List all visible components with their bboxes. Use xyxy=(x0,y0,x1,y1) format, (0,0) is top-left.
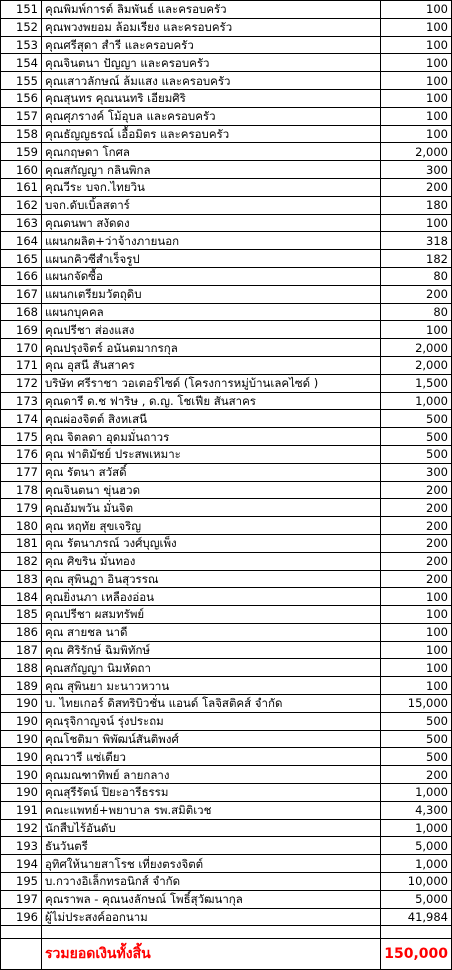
donation-amount: 100 xyxy=(381,214,452,232)
table-row xyxy=(1,534,452,552)
donor-name: คุณ สุพินฏา อินสุวรรณ xyxy=(42,570,381,588)
table-row xyxy=(1,54,452,72)
donation-amount: 100 xyxy=(381,677,452,695)
donor-name: แผนกบุคคล xyxy=(42,303,381,321)
summary-section xyxy=(1,926,452,970)
table-row xyxy=(1,18,452,36)
table-row xyxy=(1,36,452,54)
donor-name: คุณ รัตนาภรณ์ วงศ์บุญเพ็ง xyxy=(42,534,381,552)
donor-name: คุณจินตนา ขุ่นฮวด xyxy=(42,481,381,499)
donor-name: คุณดารี ด.ช ฟาริษ , ด.ญ. โชเฟีย สันสาคร xyxy=(42,392,381,410)
donor-name: ผู้ไม่ประสงค์ออกนาม xyxy=(42,908,381,926)
donor-name: บริษัท ศรีราชา วอเตอร์ไซด์ (โครงการหมู่บ้านเลคไซด์ ) xyxy=(42,374,381,392)
table-row xyxy=(1,552,452,570)
donation-amount: 1,500 xyxy=(381,374,452,392)
table-row xyxy=(1,72,452,90)
row-number: 178 xyxy=(1,481,42,499)
table-row xyxy=(1,392,452,410)
table-row xyxy=(1,107,452,125)
row-number: 190 xyxy=(1,712,42,730)
total-blank-cell xyxy=(1,939,42,970)
donation-amount: 2,000 xyxy=(381,356,452,374)
donor-name: คุณ ศิขริน มั่นทอง xyxy=(42,552,381,570)
table-row xyxy=(1,695,452,713)
row-number: 172 xyxy=(1,374,42,392)
row-number: 188 xyxy=(1,659,42,677)
row-number: 157 xyxy=(1,107,42,125)
table-row xyxy=(1,517,452,535)
row-number: 184 xyxy=(1,588,42,606)
table-row xyxy=(1,250,452,268)
donor-name: คุณมณฑาทิพย์ ลายกลาง xyxy=(42,766,381,784)
table-row xyxy=(1,161,452,179)
donor-name: คุณพิมพ์การต์ ลิมพันธ์ และครอบครัว xyxy=(42,1,381,19)
row-number: 155 xyxy=(1,72,42,90)
donation-amount: 80 xyxy=(381,303,452,321)
donor-name: คุณศุภรางค์ โม้อุบล และครอบครัว xyxy=(42,107,381,125)
row-number: 163 xyxy=(1,214,42,232)
donor-name: คุณพวงพยอม ล้อมเรียง และครอบครัว xyxy=(42,18,381,36)
row-number: 187 xyxy=(1,641,42,659)
spacer-cell xyxy=(1,926,42,939)
donor-name: คุณ รัตนา สวัสดิ์ xyxy=(42,463,381,481)
donor-name: คุณจินตนา ปัญญา และครอบครัว xyxy=(42,54,381,72)
table-row xyxy=(1,463,452,481)
row-number: 161 xyxy=(1,178,42,196)
donor-name: คุณปรีชา ส่องแสง xyxy=(42,321,381,339)
table-row xyxy=(1,410,452,428)
donor-name: คุณผ่องจิตต์ สิงหเสนี xyxy=(42,410,381,428)
table-row xyxy=(1,623,452,641)
total-label: รวมยอดเงินทั้งสิ้น xyxy=(42,939,381,970)
row-number: 182 xyxy=(1,552,42,570)
table-row xyxy=(1,178,452,196)
donor-name: คุณ ฟาติมัชย์ ประสพเหมาะ xyxy=(42,445,381,463)
row-number: 173 xyxy=(1,392,42,410)
table-row xyxy=(1,445,452,463)
donation-amount: 500 xyxy=(381,730,452,748)
donor-name: คุณ อุสนี สันสาคร xyxy=(42,356,381,374)
row-number: 167 xyxy=(1,285,42,303)
donation-amount: 100 xyxy=(381,107,452,125)
row-number: 166 xyxy=(1,267,42,285)
donation-amount: 5,000 xyxy=(381,837,452,855)
table-row xyxy=(1,641,452,659)
donation-amount: 1,000 xyxy=(381,855,452,873)
row-number: 196 xyxy=(1,908,42,926)
table-row xyxy=(1,232,452,250)
donor-name: คุณวีระ บจก.ไทยวิน xyxy=(42,178,381,196)
table-row xyxy=(1,321,452,339)
donation-amount: 200 xyxy=(381,570,452,588)
donation-amount: 100 xyxy=(381,606,452,624)
donation-amount: 180 xyxy=(381,196,452,214)
table-row xyxy=(1,499,452,517)
row-number: 160 xyxy=(1,161,42,179)
table-row xyxy=(1,801,452,819)
row-number: 181 xyxy=(1,534,42,552)
donation-amount: 318 xyxy=(381,232,452,250)
table-row xyxy=(1,784,452,802)
donor-name: คุณดนพา สงัดดง xyxy=(42,214,381,232)
donation-amount: 200 xyxy=(381,481,452,499)
row-number: 153 xyxy=(1,36,42,54)
row-number: 162 xyxy=(1,196,42,214)
donor-name: คุณโชติมา พิพัฒน์สันติพงศ์ xyxy=(42,730,381,748)
row-number: 180 xyxy=(1,517,42,535)
table-row xyxy=(1,374,452,392)
table-row xyxy=(1,588,452,606)
table-row xyxy=(1,214,452,232)
donation-amount: 15,000 xyxy=(381,695,452,713)
donor-name: อุทิศให้นายสาโรช เที่ยงตรงจิตต์ xyxy=(42,855,381,873)
donation-amount: 100 xyxy=(381,641,452,659)
row-number: 186 xyxy=(1,623,42,641)
donor-name: คุณศรีสุดา สำรี และครอบครัว xyxy=(42,36,381,54)
donation-amount: 100 xyxy=(381,623,452,641)
table-row xyxy=(1,606,452,624)
table-row xyxy=(1,908,452,926)
donor-name: คุณธัญญธรณ์ เอื้อมิตร และครอบครัว xyxy=(42,125,381,143)
table-row xyxy=(1,712,452,730)
donation-amount: 100 xyxy=(381,321,452,339)
donor-name: แผนกผลิต+ว่าจ้างภายนอก xyxy=(42,232,381,250)
row-number: 179 xyxy=(1,499,42,517)
row-number: 190 xyxy=(1,695,42,713)
row-number: 191 xyxy=(1,801,42,819)
spacer-cell xyxy=(381,926,452,939)
donor-name: คุณสกัญญา นิมหัดถา xyxy=(42,659,381,677)
donation-amount: 500 xyxy=(381,748,452,766)
row-number: 170 xyxy=(1,339,42,357)
donation-amount: 200 xyxy=(381,178,452,196)
donor-name: คุณยิ่งนภา เหลืองอ่อน xyxy=(42,588,381,606)
row-number: 156 xyxy=(1,89,42,107)
donor-name: คณะแพทย์+พยาบาล รพ.สมิติเวช xyxy=(42,801,381,819)
donor-name: คุณวารี แซ่เตียว xyxy=(42,748,381,766)
donation-amount: 1,000 xyxy=(381,784,452,802)
table-row xyxy=(1,267,452,285)
table-row xyxy=(1,428,452,446)
table-row xyxy=(1,339,452,357)
donation-amount: 182 xyxy=(381,250,452,268)
donor-name: คุณปรีชา ผสมทรัพย์ xyxy=(42,606,381,624)
donor-name: บ.กวางอิเล็กทรอนิกส์ จำกัด xyxy=(42,873,381,891)
row-number: 192 xyxy=(1,819,42,837)
row-number: 154 xyxy=(1,54,42,72)
row-number: 171 xyxy=(1,356,42,374)
donor-name: คุณ ศิริรักษ์ ฉิมพิทักษ์ xyxy=(42,641,381,659)
row-number: 190 xyxy=(1,766,42,784)
spacer-cell xyxy=(42,926,381,939)
donation-amount: 200 xyxy=(381,552,452,570)
table-row xyxy=(1,285,452,303)
donation-rows xyxy=(1,1,452,926)
donation-amount: 100 xyxy=(381,36,452,54)
donation-amount: 300 xyxy=(381,161,452,179)
table-row xyxy=(1,1,452,19)
donation-amount: 200 xyxy=(381,517,452,535)
table-row xyxy=(1,143,452,161)
row-number: 185 xyxy=(1,606,42,624)
spacer-row xyxy=(1,926,452,939)
row-number: 152 xyxy=(1,18,42,36)
donation-amount: 1,000 xyxy=(381,819,452,837)
donation-amount: 100 xyxy=(381,72,452,90)
row-number: 190 xyxy=(1,730,42,748)
donor-name: คุณ หฤทัย สุขเจริญ xyxy=(42,517,381,535)
row-number: 174 xyxy=(1,410,42,428)
donor-name: คุณ สายชล นาดี xyxy=(42,623,381,641)
row-number: 176 xyxy=(1,445,42,463)
table-row xyxy=(1,303,452,321)
table-row xyxy=(1,481,452,499)
donation-amount: 200 xyxy=(381,285,452,303)
donation-amount: 200 xyxy=(381,534,452,552)
donation-amount: 2,000 xyxy=(381,339,452,357)
table-row xyxy=(1,855,452,873)
table-row xyxy=(1,570,452,588)
donation-amount: 100 xyxy=(381,659,452,677)
donation-amount: 2,000 xyxy=(381,143,452,161)
donation-amount: 1,000 xyxy=(381,392,452,410)
donor-name: แผนกจัดซื้อ xyxy=(42,267,381,285)
donor-name: คุณสกัญญา กลินพิกล xyxy=(42,161,381,179)
table-row xyxy=(1,125,452,143)
row-number: 197 xyxy=(1,890,42,908)
table-row xyxy=(1,837,452,855)
donor-name: คุณสุนทร คุณนนทริ เอียมศิริ xyxy=(42,89,381,107)
table-row xyxy=(1,677,452,695)
row-number: 169 xyxy=(1,321,42,339)
table-row xyxy=(1,659,452,677)
donor-name: นักสืบไร้อันดับ xyxy=(42,819,381,837)
donor-name: คุณอัมพวัน มั่นจิต xyxy=(42,499,381,517)
row-number: 177 xyxy=(1,463,42,481)
total-row xyxy=(1,939,452,970)
row-number: 190 xyxy=(1,784,42,802)
donor-name: คุณ สุพินยา มะนาวหวาน xyxy=(42,677,381,695)
donor-name: ธันวันตรี xyxy=(42,837,381,855)
table-row xyxy=(1,196,452,214)
donation-amount: 100 xyxy=(381,1,452,19)
donation-amount: 4,300 xyxy=(381,801,452,819)
donor-name: คุณ จิตลดา อุดมมั่นถาวร xyxy=(42,428,381,446)
row-number: 190 xyxy=(1,748,42,766)
table-row xyxy=(1,748,452,766)
row-number: 183 xyxy=(1,570,42,588)
row-number: 164 xyxy=(1,232,42,250)
row-number: 194 xyxy=(1,855,42,873)
table-row xyxy=(1,89,452,107)
donation-amount: 500 xyxy=(381,445,452,463)
donor-name: คุณกฤษดา โกศล xyxy=(42,143,381,161)
donation-amount: 41,984 xyxy=(381,908,452,926)
row-number: 165 xyxy=(1,250,42,268)
donation-amount: 300 xyxy=(381,463,452,481)
row-number: 189 xyxy=(1,677,42,695)
donor-name: แผนกเตรียมวัตถุดิบ xyxy=(42,285,381,303)
donation-amount: 100 xyxy=(381,125,452,143)
donation-amount: 200 xyxy=(381,766,452,784)
row-number: 193 xyxy=(1,837,42,855)
donor-name: คุณปรุงจิตร์ อนันตมากรกุล xyxy=(42,339,381,357)
donation-amount: 200 xyxy=(381,499,452,517)
donation-amount: 500 xyxy=(381,428,452,446)
table-row xyxy=(1,890,452,908)
table-row xyxy=(1,819,452,837)
donation-amount: 100 xyxy=(381,54,452,72)
donor-name: คุณรุจิกาญจน์ รุ่งประถม xyxy=(42,712,381,730)
donation-amount: 500 xyxy=(381,410,452,428)
donation-amount: 5,000 xyxy=(381,890,452,908)
donor-name: บจก.ดับเบิ้ลสตาร์ xyxy=(42,196,381,214)
donor-name: คุณสุรีรัตน์ ปิยะอารีธรรม xyxy=(42,784,381,802)
donation-amount: 100 xyxy=(381,18,452,36)
donation-amount: 10,000 xyxy=(381,873,452,891)
donor-name: บ. ไทยเกอร์ ดิสทริบิวชั่น แอนด์ โลจิสติคส์ จำกัด xyxy=(42,695,381,713)
donation-amount: 80 xyxy=(381,267,452,285)
donation-amount: 100 xyxy=(381,89,452,107)
donation-amount: 100 xyxy=(381,588,452,606)
donor-name: คุณเสาวลักษณ์ ล้มแสง และครอบครัว xyxy=(42,72,381,90)
table-row xyxy=(1,873,452,891)
row-number: 168 xyxy=(1,303,42,321)
donor-name: แผนกคิวซีสำเร็จรูป xyxy=(42,250,381,268)
total-amount: 150,000 xyxy=(381,939,452,970)
row-number: 158 xyxy=(1,125,42,143)
table-row xyxy=(1,730,452,748)
row-number: 159 xyxy=(1,143,42,161)
table-row xyxy=(1,356,452,374)
row-number: 195 xyxy=(1,873,42,891)
row-number: 151 xyxy=(1,1,42,19)
donation-amount: 500 xyxy=(381,712,452,730)
table-row xyxy=(1,766,452,784)
donor-name: คุณราพล - คุณนงลักษณ์ โพธิ์สุวัฒนากุล xyxy=(42,890,381,908)
row-number: 175 xyxy=(1,428,42,446)
